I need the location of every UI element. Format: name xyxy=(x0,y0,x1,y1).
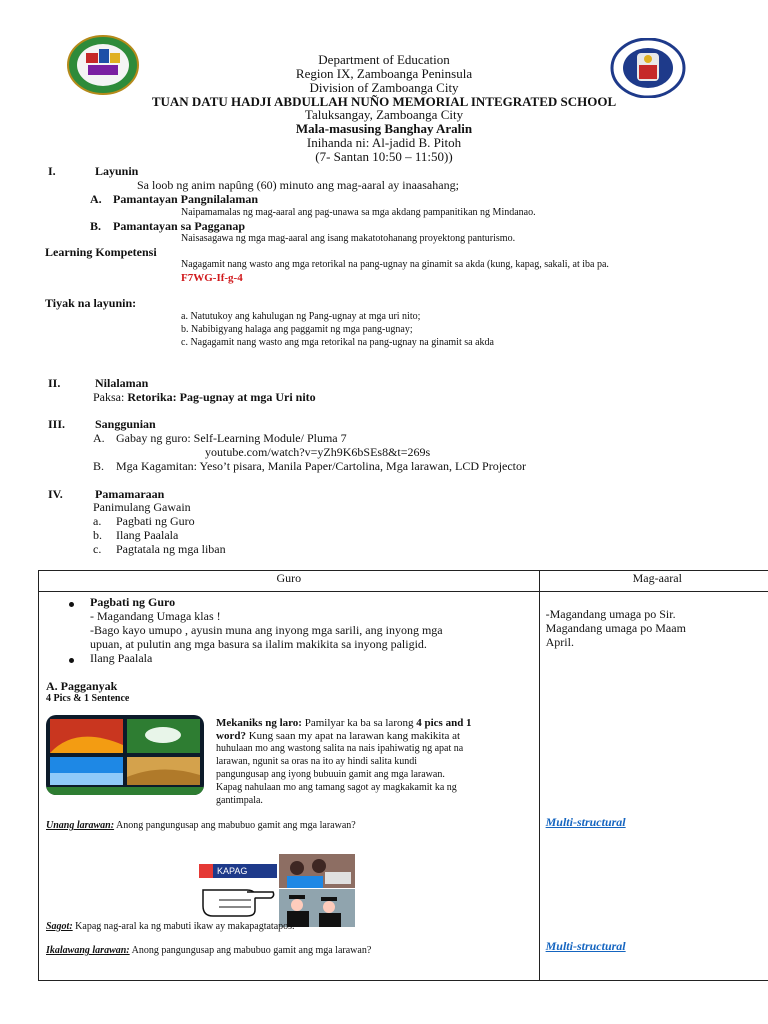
tiyak-a: a. Natutukoy ang kahulugan ng Pang-ugnay at mga uri nito; xyxy=(181,311,421,322)
part1-b-title: Pamantayan sa Pagganap xyxy=(113,219,246,233)
tiyak-b: b. Nabibigyang halaga ang paggamit ng mga pang-ugnay; xyxy=(181,324,413,335)
magaaral-line1: -Magandang umaga po Sir. xyxy=(545,607,676,621)
mekaniks-line5: pangungusap ang iyong bubuuin gamit ang mga larawan. xyxy=(216,769,445,780)
paksa-topic: Retorika: Pag-ugnay at mga Uri nito xyxy=(127,390,316,404)
region-name: Region IX, Zamboanga Peninsula xyxy=(295,66,473,81)
ikalawang-line xyxy=(46,945,371,957)
part1-a-title: Pamantayan Pangnilalaman xyxy=(113,192,259,206)
school-name: TUAN DATU HADJI ABDULLAH NUÑO MEMORIAL INTEGRATED SCHOOL xyxy=(151,94,617,109)
mekaniks-line1 xyxy=(216,717,472,729)
part1-a-label: A. xyxy=(90,192,102,206)
pagbati-line2: -Bago kayo umupo , ayusin muna ang inyong mga sarili, ang inyong mga xyxy=(90,623,443,637)
bullet-icon xyxy=(69,658,74,663)
part2-num: II. xyxy=(48,376,61,390)
magaaral-line3: April. xyxy=(545,635,574,649)
sagot-line xyxy=(46,921,295,933)
unang-question: Anong pangungusap ang mabubuo gamit ang mga larawan? xyxy=(116,820,356,831)
four-pics-image xyxy=(46,715,204,795)
part2-title: Nilalaman xyxy=(95,376,149,390)
part3-b-label: B. xyxy=(93,459,105,473)
magaaral-line2: Magandang umaga po Maam xyxy=(545,621,686,635)
school-location: Taluksangay, Zamboanga City xyxy=(304,107,464,122)
guro-cell xyxy=(39,592,540,981)
part3-a-label: A. xyxy=(93,431,105,445)
part4-title: Pamamaraan xyxy=(95,487,165,501)
unang-line xyxy=(46,820,356,832)
multi-structural-link-2[interactable]: Multi-structural xyxy=(545,939,626,953)
part1-title: Layunin xyxy=(95,164,139,178)
division-name: Division of Zamboanga City xyxy=(309,80,459,95)
paksa-label: Paksa: xyxy=(93,390,125,404)
mekaniks-bold: 4 pics and 1 xyxy=(416,717,472,729)
unang-label: Unang larawan: xyxy=(46,820,115,831)
mekaniks-text1: Pamilyar ka ba sa larong xyxy=(304,717,414,729)
tiyak-title: Tiyak na layunin: xyxy=(45,296,137,310)
paalala: Ilang Paalala xyxy=(90,651,153,665)
lesson-table xyxy=(38,570,768,981)
part3-b-text: Mga Kagamitan: Yeso’t pisara, Manila Paper/Cartolina, Mga larawan, LCD Projector xyxy=(116,459,527,473)
pagbati-title: Pagbati ng Guro xyxy=(90,595,176,609)
part3-title: Sanggunian xyxy=(95,417,156,431)
mekaniks-word: word? xyxy=(216,730,246,742)
part4-item-a: Pagbati ng Guro xyxy=(116,514,195,528)
sagot-text: Kapag nag-aral ka ng mabuti ikaw ay makapagtatapos. xyxy=(75,921,295,932)
bullet-icon xyxy=(69,602,74,607)
part4-item-b-label: b. xyxy=(93,528,102,542)
sagot-label: Sagot: xyxy=(46,921,73,932)
dept-name: Department of Education xyxy=(318,52,450,67)
tiyak-c: c. Nagagamit nang wasto ang mga retorikal na pang-ugnay na ginamit sa akda xyxy=(181,337,494,348)
pagbati-line3: upuan, at pulutin ang mga basura sa ilalim makikita sa inyong paligid. xyxy=(90,637,427,651)
paksa-line xyxy=(93,391,316,404)
part1-a-text: Naipamamalas ng mag-aaral ang pag-unawa sa mga akdang pampanitikan ng Mindanao. xyxy=(181,207,536,218)
lk-title: Learning Kompetensi xyxy=(45,245,157,259)
lk-code: F7WG-If-g-4 xyxy=(181,272,243,284)
part3-url: youtube.com/watch?v=yZh9K6bSEs8&t=269s xyxy=(205,445,431,459)
part3-a-text: Gabay ng guro: Self-Learning Module/ Pluma 7 xyxy=(116,431,347,445)
ikalawang-label: Ikalawang larawan: xyxy=(46,945,130,956)
pagganyak-sub: 4 Pics & 1 Sentence xyxy=(46,693,130,704)
prepared-by: Inihanda ni: Al-jadid B. Pitoh xyxy=(306,135,462,150)
mekaniks-line4: larawan, ngunit sa oras na ito ay hindi salita kundi xyxy=(216,756,418,767)
part1-b-text: Naisasagawa ng mga mag-aaral ang isang makatotohanang proyektong panturismo. xyxy=(181,233,516,244)
part3-num: III. xyxy=(48,417,66,431)
part4-item-c-label: c. xyxy=(93,542,102,556)
col-guro-header: Guro xyxy=(39,571,540,592)
part4-item-c: Pagtatala ng mga liban xyxy=(116,542,226,556)
students-photo xyxy=(279,854,355,888)
magaaral-cell xyxy=(539,592,768,981)
part4-item-a-label: a. xyxy=(93,514,102,528)
part4-sub: Panimulang Gawain xyxy=(93,500,191,514)
col-magaaral-header: Mag-aaral xyxy=(539,571,768,592)
lk-text: Nagagamit nang wasto ang mga retorikal na pang-ugnay na ginamit sa akda (kung, kapag, sakali, at iba pa. xyxy=(181,259,609,270)
mekaniks-line6: Kapag nahulaan mo ang tamang sagot ay magkakamit ka ng xyxy=(216,782,457,793)
plan-title: Mala-masusing Banghay Aralin xyxy=(295,121,473,136)
mekaniks-text2: Kung saan my apat na larawan kang makikita at xyxy=(248,730,461,742)
mekaniks-label: Mekaniks ng laro: xyxy=(216,717,302,729)
part1-num: I. xyxy=(48,164,56,178)
part4-num: IV. xyxy=(48,487,63,501)
pointing-hand-image xyxy=(199,880,277,918)
multi-structural-link-1[interactable]: Multi-structural xyxy=(545,815,626,829)
part4-item-b: Ilang Paalala xyxy=(116,528,179,542)
section-time: (7- Santan 10:50 – 11:50)) xyxy=(315,149,453,164)
ikalawang-question: Anong pangungusap ang mabubuo gamit ang mga larawan? xyxy=(131,945,372,956)
part1-b-label: B. xyxy=(90,219,102,233)
pagbati-line1: - Magandang Umaga klas ! xyxy=(90,609,221,623)
pagganyak-title: A. Pagganyak xyxy=(46,679,118,693)
mekaniks-line7: gantimpala. xyxy=(216,795,263,806)
kapag-logo: KAPAG xyxy=(199,864,277,878)
mekaniks-line3: huhulaan mo ang wastong salita na nais ipahiwatig ng apat na xyxy=(216,743,464,754)
part1-intro: Sa loob ng anim napûng (60) minuto ang mag-aaral ay inaasahang; xyxy=(137,178,459,192)
mekaniks-line2 xyxy=(216,730,460,742)
